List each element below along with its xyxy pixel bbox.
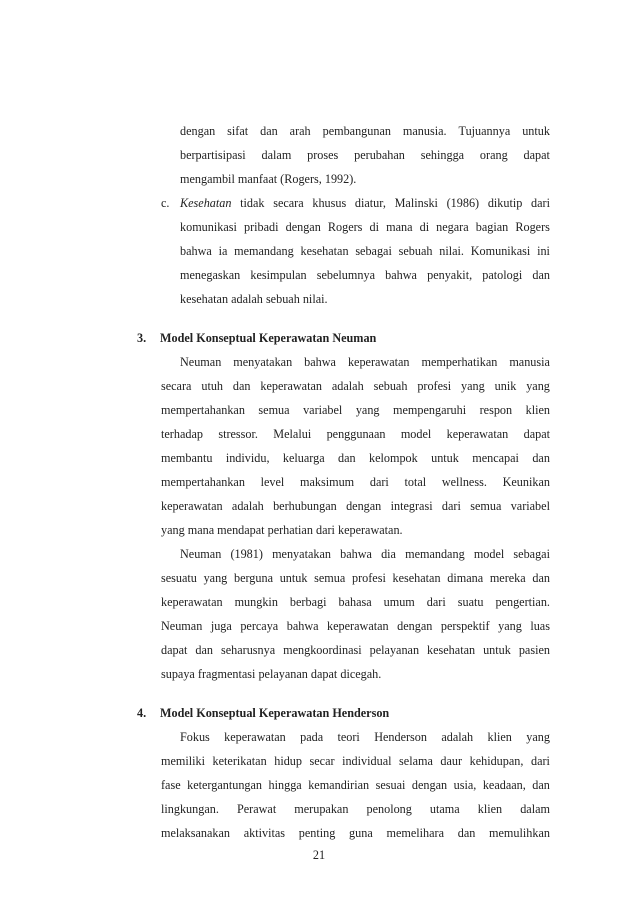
word: dari (530, 754, 550, 768)
word: bahwa (286, 619, 319, 633)
word: merupakan (294, 802, 349, 816)
word: pembangunan (322, 124, 391, 138)
word: dengan (411, 778, 448, 792)
text-line: yang mana mendapat perhatian dari keperawatan. (161, 523, 403, 537)
word: keperawatan (446, 427, 509, 441)
word: bahwa (385, 268, 417, 282)
word: diatur, (354, 196, 386, 210)
text-line (180, 243, 550, 259)
section-title: Model Konseptual Keperawatan Henderson (160, 706, 390, 720)
word: kehidupan, (469, 754, 524, 768)
word: pribadi (243, 220, 279, 234)
word: usia, (453, 778, 477, 792)
word: tidak (240, 196, 265, 210)
word: semua (314, 571, 346, 585)
word: ia (218, 244, 228, 258)
word: negara (436, 220, 469, 234)
word: pada (300, 730, 324, 744)
word: Tujuannya (458, 124, 511, 138)
word: mempengaruhi (393, 403, 467, 417)
word: percaya (240, 619, 279, 633)
word: keperawatan (224, 730, 286, 744)
text-line: kesehatan adalah sebuah nilai. (180, 292, 328, 306)
word: semua (258, 403, 290, 417)
word: fase (161, 778, 181, 792)
word: kesehatan (300, 244, 349, 258)
text-line (180, 123, 550, 139)
word: memiliki (161, 754, 206, 768)
word: perubahan (354, 148, 405, 162)
word: secar (309, 754, 335, 768)
word: Perawat (236, 802, 277, 816)
word: membantu (161, 451, 213, 465)
text-line (180, 267, 550, 283)
word: respon (479, 403, 513, 417)
word: adalah (441, 730, 474, 744)
text-line (161, 378, 550, 394)
word: dia (381, 547, 396, 561)
word: dan (532, 571, 550, 585)
word: Neuman (161, 619, 203, 633)
word: dikutip (487, 196, 523, 210)
word: pasien (518, 643, 550, 657)
word: stressor. (218, 427, 258, 441)
word: klien (525, 403, 550, 417)
word: bahwa (304, 355, 336, 369)
word: penting (298, 826, 336, 840)
word: patologi (482, 268, 523, 282)
word: Keunikan (502, 475, 550, 489)
word: dari (441, 499, 461, 513)
word: di (419, 220, 430, 234)
word: berbagi (289, 595, 327, 609)
word: untuk (431, 451, 459, 465)
word: Malinski (394, 196, 438, 210)
word: keterikatan (212, 754, 267, 768)
word: memandang (234, 244, 294, 258)
word: dari (426, 595, 446, 609)
word: secara (273, 196, 304, 210)
word: dan (532, 451, 550, 465)
word: level (260, 475, 285, 489)
word: dapat (161, 643, 188, 657)
word: keperawatan (347, 355, 410, 369)
text-line (180, 147, 550, 163)
section-number: 4. (137, 706, 147, 720)
word: di (369, 220, 379, 234)
word: manusia (509, 355, 550, 369)
word: dengan (180, 124, 216, 138)
word: keperawatan (161, 499, 223, 513)
word: dapat (523, 148, 550, 162)
word: bahwa (180, 244, 212, 258)
word: semua (470, 499, 502, 513)
word: juga (210, 619, 232, 633)
word: sifat (227, 124, 249, 138)
word: mereka (489, 571, 526, 585)
word: Fokus (180, 730, 210, 744)
word: khusus (312, 196, 347, 210)
word: ketergantungan (187, 778, 263, 792)
word: yang (526, 379, 550, 393)
text-line (161, 642, 550, 658)
word: nilai. (439, 244, 464, 258)
word: sesuatu (161, 571, 197, 585)
word: bahasa (338, 595, 372, 609)
word: mana (386, 220, 413, 234)
word: mengkoordinasi (283, 643, 362, 657)
word: menyatakan (272, 547, 331, 561)
word: dan (338, 451, 356, 465)
word: sebagai (355, 244, 392, 258)
word: arah (289, 124, 311, 138)
word: model (400, 427, 432, 441)
word: luas (530, 619, 550, 633)
word: mempertahankan (161, 475, 245, 489)
word: teori (337, 730, 360, 744)
word: model (473, 547, 505, 561)
word: dan (457, 826, 476, 840)
word: untuk (279, 571, 308, 585)
word: sehingga (420, 148, 465, 162)
text-line (180, 546, 550, 562)
word: suatu (457, 595, 484, 609)
text-line: mengambil manfaat (Rogers, 1992). (180, 172, 357, 186)
word: kesimpulan (250, 268, 307, 282)
word: kesehatan (392, 571, 441, 585)
word: penyakit, (427, 268, 473, 282)
word: aktivitas (243, 826, 286, 840)
word: berpartisipasi (180, 148, 246, 162)
word: memperhatikan (421, 355, 498, 369)
word: Neuman (180, 547, 222, 561)
text-line (161, 570, 550, 586)
word: yang (526, 730, 550, 744)
word: lingkungan. (161, 802, 219, 816)
word: Rogers (515, 220, 550, 234)
word: wellness. (441, 475, 487, 489)
word: Rogers (327, 220, 363, 234)
word: kesehatan (427, 643, 476, 657)
word: keadaan, (482, 778, 526, 792)
word: memulihkan (489, 826, 550, 840)
section-title: Model Konseptual Keperawatan Neuman (160, 331, 377, 345)
word: unik (494, 379, 517, 393)
text-line (180, 219, 550, 235)
word: bahwa (340, 547, 372, 561)
page-number: 21 (312, 848, 326, 862)
word: adalah (331, 379, 364, 393)
text-line (161, 618, 550, 634)
word: keperawatan (260, 379, 322, 393)
text-line (161, 474, 550, 490)
word: Neuman (180, 355, 222, 369)
word: mungkin (234, 595, 278, 609)
word: selama (399, 754, 433, 768)
word: dengan (346, 499, 382, 513)
word: mempertahankan (161, 403, 245, 417)
text-line (161, 777, 550, 793)
word: individual (342, 754, 392, 768)
word: berhubungan (273, 499, 337, 513)
word: untuk (483, 643, 511, 657)
word: seharusnya (220, 643, 276, 657)
word: dalam (261, 148, 292, 162)
word: adalah (231, 499, 264, 513)
word: proses (307, 148, 339, 162)
word: integrasi (390, 499, 433, 513)
text-line: supaya fragmentasi pelayanan dapat dicegah. (161, 667, 382, 681)
word: pengertian. (495, 595, 550, 609)
word: profesi (351, 571, 386, 585)
section-heading (137, 330, 376, 346)
word: memandang (405, 547, 465, 561)
word: klien (487, 730, 512, 744)
word: dan (532, 268, 550, 282)
word: memelihara (386, 826, 444, 840)
word: klien (477, 802, 503, 816)
word: ini (537, 244, 550, 258)
word: umum (383, 595, 415, 609)
word: variabel (303, 403, 343, 417)
word: dalam (520, 802, 550, 816)
italic-term: Kesehatan (180, 196, 232, 210)
word: perspektif (440, 619, 490, 633)
word: dengan (397, 619, 433, 633)
word: berguna (233, 571, 274, 585)
word: dan (232, 379, 251, 393)
word: yang (498, 619, 522, 633)
word: yang (355, 403, 380, 417)
word: Melalui (273, 427, 312, 441)
word: hingga (268, 778, 302, 792)
text-line (161, 402, 550, 418)
word: utuh (201, 379, 224, 393)
word: maksimum (299, 475, 355, 489)
word: sebagai (513, 547, 550, 561)
word: melaksanakan (161, 826, 231, 840)
word: terhadap (161, 427, 203, 441)
section-heading (137, 705, 389, 721)
text-line (161, 498, 550, 514)
list-marker: c. (161, 196, 170, 210)
word: sebelumnya (316, 268, 375, 282)
word: manusia. (402, 124, 447, 138)
word: komunikasi (180, 220, 237, 234)
word: keluarga (282, 451, 325, 465)
word: dan (195, 643, 213, 657)
word: mencapai (472, 451, 519, 465)
word: (1981) (230, 547, 263, 561)
word: (1986) (446, 196, 480, 210)
word: individu, (225, 451, 270, 465)
word: dari (369, 475, 389, 489)
word: menegaskan (180, 268, 241, 282)
word: keperawatan (161, 595, 223, 609)
word: penolong (366, 802, 412, 816)
word: dimana (447, 571, 484, 585)
word: keperawatan (327, 619, 389, 633)
word: total (404, 475, 427, 489)
word: untuk (522, 124, 550, 138)
word: yang (203, 571, 228, 585)
word: penggunaan (326, 427, 386, 441)
word: dan (260, 124, 278, 138)
word: dari (531, 196, 550, 210)
text-line (161, 801, 550, 817)
word: kemandirian (308, 778, 370, 792)
word: yang (461, 379, 485, 393)
word: secara (161, 379, 192, 393)
word: sesuai (375, 778, 406, 792)
word: utama (429, 802, 460, 816)
text-line (180, 195, 550, 211)
word: menyatakan (233, 355, 293, 369)
word: pelayanan (369, 643, 420, 657)
word: sebuah (373, 379, 408, 393)
word: guna (349, 826, 373, 840)
word: hidup (274, 754, 302, 768)
word: dapat (523, 427, 550, 441)
text-line (180, 354, 550, 370)
word: orang (479, 148, 508, 162)
word: kelompok (368, 451, 418, 465)
text-line (161, 825, 550, 841)
section-number: 3. (137, 331, 147, 345)
word: Henderson (374, 730, 427, 744)
text-line (161, 753, 550, 769)
word: variabel (510, 499, 550, 513)
text-line (180, 729, 550, 745)
text-line (161, 594, 550, 610)
word: bagian (475, 220, 509, 234)
word: Komunikasi (470, 244, 531, 258)
word: profesi (417, 379, 452, 393)
text-line (161, 426, 550, 442)
text-line (161, 450, 550, 466)
word: daur (440, 754, 463, 768)
word: sebuah (398, 244, 433, 258)
word: dan (532, 778, 550, 792)
word: dengan (285, 220, 321, 234)
